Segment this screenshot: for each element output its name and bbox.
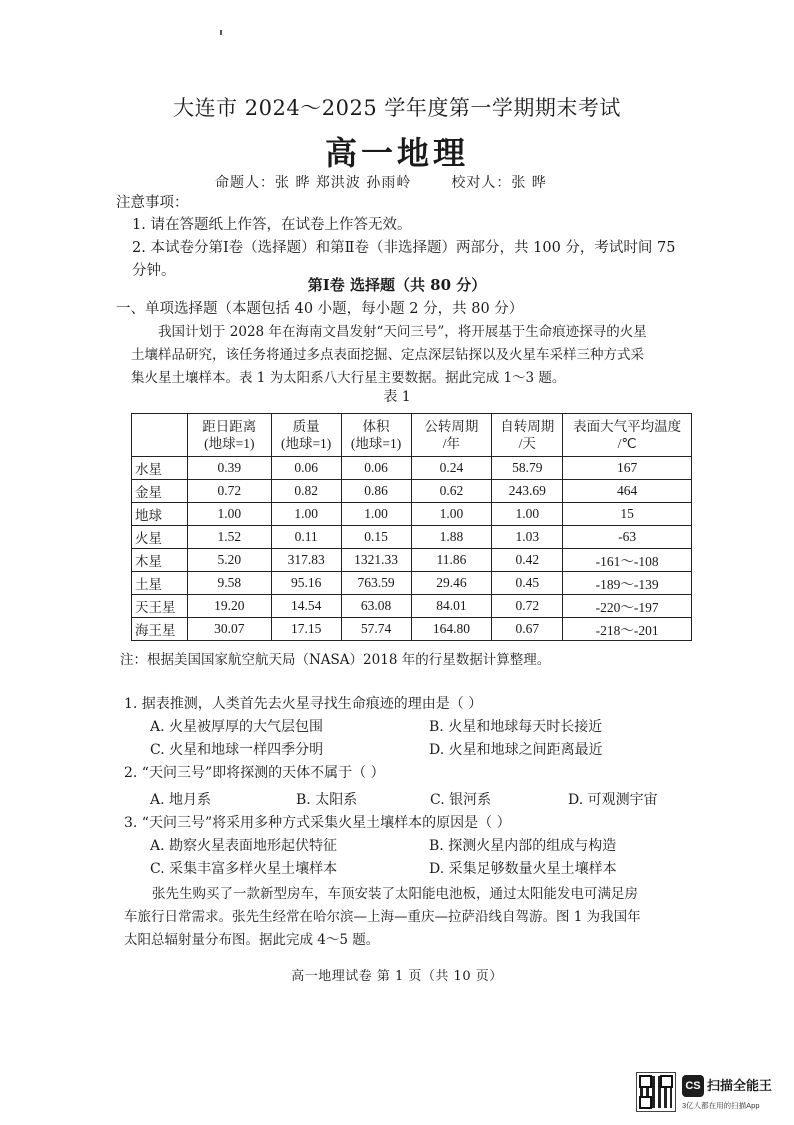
table-header-row — [132, 414, 692, 457]
table-cell: 0.24 — [411, 457, 492, 480]
table-cell: 15 — [563, 503, 692, 526]
passage-line: 我国计划于 2028 年在海南文昌发射“天问三号”，将开展基于生命痕迹探寻的火星 — [158, 324, 647, 340]
passage-line: 太阳总辐射量分布图。据此完成 4～5 题。 — [124, 932, 380, 948]
option: C. 火星和地球一样四季分明 — [150, 742, 324, 758]
subject-title: 高一地理 — [324, 134, 469, 172]
header-cell: 距日距离 (地球=1) — [187, 414, 271, 457]
table-cell: 14.54 — [271, 595, 341, 618]
table-cell: 84.01 — [411, 595, 492, 618]
table-row — [132, 480, 692, 503]
table-cell: -161～-108 — [563, 549, 692, 572]
table-cell: 0.72 — [187, 480, 271, 503]
table-cell: 5.20 — [187, 549, 271, 572]
planet-data-table — [131, 413, 692, 641]
authors-line — [215, 172, 547, 192]
exam-title: 大连市 2024～2025 学年度第一学期期末考试 — [173, 96, 621, 120]
planet-name: 金星 — [132, 480, 188, 503]
table-cell: 29.46 — [411, 572, 492, 595]
table-cell: 57.74 — [341, 618, 411, 641]
passage-line: 土壤样品研究，该任务将通过多点表面挖掘、定点深层钻探以及火星车采样三种方式采 — [131, 347, 644, 363]
section-title: 第Ⅰ卷 选择题（共 80 分） — [307, 276, 487, 294]
table-cell: 1321.33 — [341, 549, 411, 572]
table-row — [132, 572, 692, 595]
notes-item: 分钟。 — [132, 263, 176, 279]
planet-name: 海王星 — [132, 618, 188, 641]
table-cell: 0.62 — [411, 480, 492, 503]
table-cell: 317.83 — [271, 549, 341, 572]
table-row — [132, 549, 692, 572]
table-cell: 1.00 — [341, 503, 411, 526]
planet-name: 木星 — [132, 549, 188, 572]
table-cell: -189～-139 — [563, 572, 692, 595]
notes-heading: 注意事项： — [116, 195, 189, 211]
table-cell: 11.86 — [411, 549, 492, 572]
table-cell: 0.82 — [271, 480, 341, 503]
passage-line: 车旅行日常需求。张先生经常在哈尔滨—上海—重庆—拉萨沿线自驾游。图 1 为我国年 — [124, 909, 641, 925]
scanner-app-name: 扫描全能王 — [707, 1078, 773, 1093]
question-stem: 1. 据表推测，人类首先去火星寻找生命痕迹的理由是（ ） — [124, 696, 483, 712]
table-cell: 0.45 — [492, 572, 563, 595]
table-row — [132, 595, 692, 618]
table-cell: 1.00 — [271, 503, 341, 526]
table-cell: 1.00 — [411, 503, 492, 526]
option: B. 火星和地球每天时长接近 — [429, 719, 603, 735]
table-cell: 0.06 — [271, 457, 341, 480]
planet-name: 土星 — [132, 572, 188, 595]
table-cell: 19.20 — [187, 595, 271, 618]
table-cell: 0.11 — [271, 526, 341, 549]
table-cell: 0.72 — [492, 595, 563, 618]
option: D. 火星和地球之间距离最近 — [429, 742, 603, 758]
table-cell: 17.15 — [271, 618, 341, 641]
table-row — [132, 618, 692, 641]
option: A. 勘察火星表面地形起伏特征 — [150, 838, 338, 854]
planet-name: 水星 — [132, 457, 188, 480]
question-stem: 2. “天问三号”即将探测的天体不属于（ ） — [124, 765, 385, 781]
table-cell: 164.80 — [411, 618, 492, 641]
question-stem: 3. “天问三号”将采用多种方式采集火星土壤样本的原因是（ ） — [124, 815, 511, 831]
passage-line: 集火星土壤样本。表 1 为太阳系八大行星主要数据。据此完成 1～3 题。 — [131, 370, 566, 386]
scanner-tagline: 3亿人都在用的扫描App — [682, 1101, 760, 1110]
header-cell — [132, 414, 188, 457]
table-cell: 0.15 — [341, 526, 411, 549]
table-row — [132, 526, 692, 549]
table-cell: 63.08 — [341, 595, 411, 618]
table-cell: 1.03 — [492, 526, 563, 549]
passage-line: 张先生购买了一款新型房车，车顶安装了太阳能电池板，通过太阳能发电可满足房 — [152, 886, 638, 902]
table-cell: 763.59 — [341, 572, 411, 595]
planet-name: 火星 — [132, 526, 188, 549]
header-cell: 公转周期 /年 — [411, 414, 492, 457]
table-row — [132, 457, 692, 480]
table-cell: 0.39 — [187, 457, 271, 480]
table-cell: 0.86 — [341, 480, 411, 503]
option: D. 采集足够数量火星土壤样本 — [429, 861, 617, 877]
page-footer: 高一地理试卷 第 1 页（共 10 页） — [291, 969, 503, 984]
checker-label: 校对人：张 晔 — [451, 175, 547, 191]
notes-item: 1. 请在答题纸上作答，在试卷上作答无效。 — [132, 217, 412, 233]
option: A. 地月系 — [150, 792, 212, 808]
option: A. 火星被厚厚的大气层包围 — [150, 719, 324, 735]
table-cell: 58.79 — [492, 457, 563, 480]
qr-code-icon — [636, 1072, 676, 1112]
notes-item: 2. 本试卷分第Ⅰ卷（选择题）和第Ⅱ卷（非选择题）两部分，共 100 分，考试时间 75 — [132, 240, 676, 256]
table-caption: 表 1 — [383, 389, 411, 405]
table-cell: 464 — [563, 480, 692, 503]
planet-name: 天王星 — [132, 595, 188, 618]
table-note: 注：根据美国国家航空航天局（NASA）2018 年的行星数据计算整理。 — [120, 652, 551, 668]
table-cell: 1.52 — [187, 526, 271, 549]
camscanner-logo-icon: CS — [682, 1075, 704, 1097]
scan-mark — [220, 30, 222, 35]
table-cell: 95.16 — [271, 572, 341, 595]
header-cell: 自转周期 /天 — [492, 414, 563, 457]
table-row — [132, 503, 692, 526]
header-cell: 体积 (地球=1) — [341, 414, 411, 457]
authors-label: 命题人：张 晔 郑洪波 孙雨岭 — [215, 175, 412, 191]
table-cell: 0.67 — [492, 618, 563, 641]
table-cell: 9.58 — [187, 572, 271, 595]
table-cell: 1.00 — [492, 503, 563, 526]
table-cell: 0.06 — [341, 457, 411, 480]
table-cell: 1.00 — [187, 503, 271, 526]
table-cell: 167 — [563, 457, 692, 480]
option: D. 可观测宇宙 — [568, 792, 658, 808]
table-cell: -220～-197 — [563, 595, 692, 618]
section-instruction: 一、单项选择题（本题包括 40 小题，每小题 2 分，共 80 分） — [116, 301, 524, 317]
table-cell: 243.69 — [492, 480, 563, 503]
option: B. 太阳系 — [296, 792, 358, 808]
table-cell: -218～-201 — [563, 618, 692, 641]
table-cell: 1.88 — [411, 526, 492, 549]
table-cell: 30.07 — [187, 618, 271, 641]
header-cell: 表面大气平均温度 /℃ — [563, 414, 692, 457]
table-cell: -63 — [563, 526, 692, 549]
header-cell: 质量 (地球=1) — [271, 414, 341, 457]
option: C. 采集丰富多样火星土壤样本 — [150, 861, 338, 877]
option: C. 银河系 — [430, 792, 492, 808]
planet-name: 地球 — [132, 503, 188, 526]
option: B. 探测火星内部的组成与构造 — [429, 838, 617, 854]
table-cell: 0.42 — [492, 549, 563, 572]
